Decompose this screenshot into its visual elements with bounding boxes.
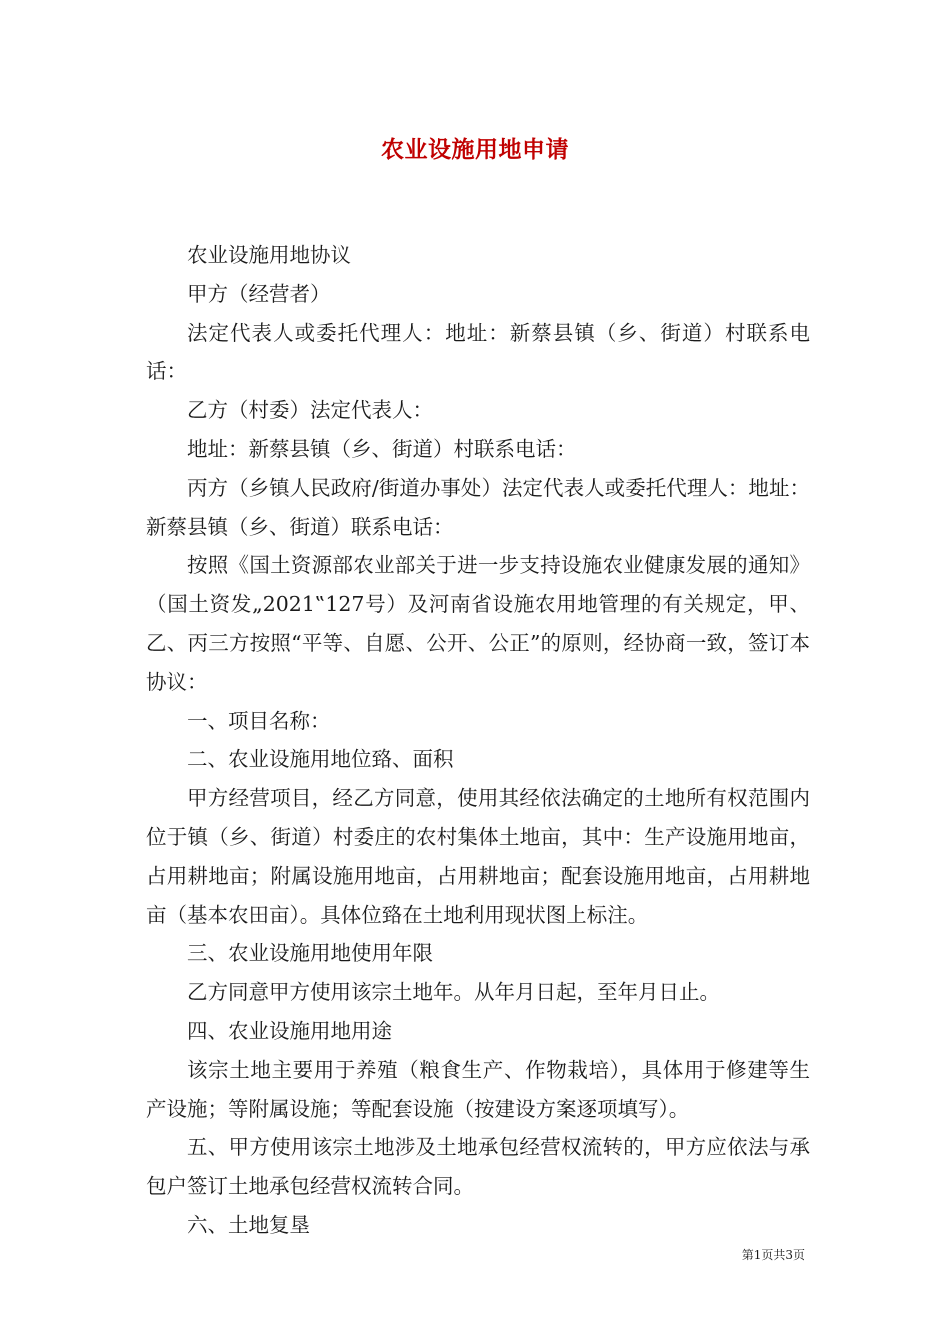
paragraph: 乙方同意甲方使用该宗土地年。从年月日起，至年月日止。 <box>187 980 720 1005</box>
paragraph: 地址：新蔡县镇（乡、街道）村联系电话： <box>187 436 577 461</box>
document-title: 农业设施用地申请 <box>381 136 569 163</box>
paragraph: 三、农业设施用地使用年限 <box>187 941 433 966</box>
paragraph: 该宗土地主要用于养殖（粮食生产、作物栽培），具体用于修建等生产设施；等附属设施；等配套设施（按建设方案逐项填写）。 <box>146 1057 810 1121</box>
paragraph: 甲方经营项目，经乙方同意，使用其经依法确定的土地所有权范围内位于镇（乡、街道）村委庄的农村集体土地亩，其中：生产设施用地亩，占用耕地亩；附属设施用地亩，占用耕地亩；配套设施用地亩，占用耕地亩（基本农田亩）。具体位臵在土地利用现状图上标注。 <box>146 786 810 927</box>
paragraph: 乙方（村委）法定代表人： <box>187 398 433 423</box>
paragraph: 法定代表人或委托代理人：地址：新蔡县镇（乡、街道）村联系电话： <box>146 320 810 384</box>
paragraph: 丙方（乡镇人民政府/街道办事处）法定代表人或委托代理人：地址：新蔡县镇（乡、街道）联系电话： <box>146 475 810 539</box>
paragraph: 四、农业设施用地用途 <box>187 1018 392 1043</box>
page-number-footer: 第1页共3页 <box>741 1248 805 1262</box>
paragraph: 五、甲方使用该宗土地涉及土地承包经营权流转的，甲方应依法与承包户签订土地承包经营权流转合同。 <box>146 1135 810 1199</box>
paragraph: 一、项目名称： <box>187 708 331 733</box>
paragraph: 农业设施用地协议 <box>187 243 351 267</box>
document-body <box>146 236 810 1245</box>
paragraph: 按照《国土资源部农业部关于进一步支持设施农业健康发展的通知》（国土资发„2021‟127号）及河南省设施农用地管理的有关规定，甲、乙、丙三方按照“平等、自愿、公开、公正”的原则，经协商一致，签订本协议： <box>146 553 810 694</box>
paragraph: 甲方（经营者） <box>187 281 331 306</box>
paragraph: 二、农业设施用地位臵、面积 <box>187 747 454 772</box>
paragraph: 六、土地复垦 <box>187 1212 310 1237</box>
